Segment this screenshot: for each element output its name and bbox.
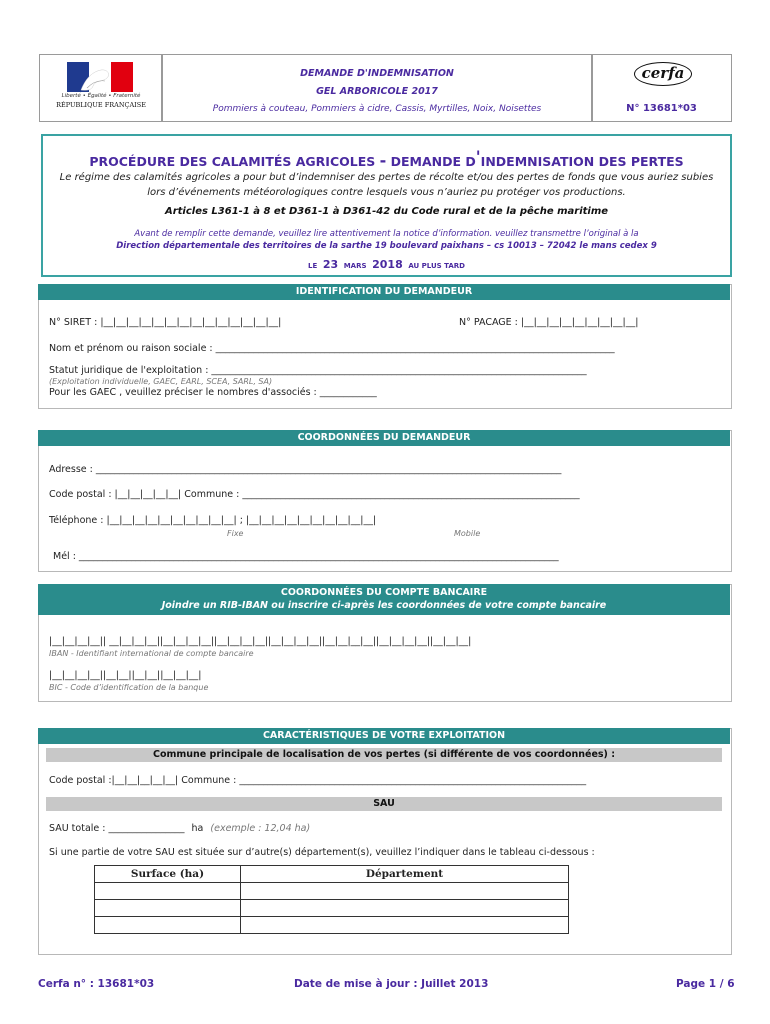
deadline-le: LE [307, 262, 318, 270]
departement-header: Département [241, 866, 569, 883]
commune-pertes-bar: Commune principale de localisation de vos pertes (si différente de vos coordonnées) : [46, 748, 722, 762]
deadline-suffix: AU PLUS TARD [408, 262, 465, 270]
logo-republic: RÉPUBLIQUE FRANÇAISE [56, 101, 146, 109]
iban-label: IBAN - Identifiant international de compte bancaire [49, 649, 254, 658]
telephone-mobile-label: Mobile [454, 529, 481, 538]
cerfa-number: N° 13681*03 [626, 103, 697, 114]
identification-title: IDENTIFICATION DU DEMANDEUR [38, 284, 730, 300]
sau-totale-input[interactable]: SAU totale : ________________ [49, 823, 185, 834]
adresse-field[interactable]: Adresse : __________________________________________________________________________________________________ [49, 464, 562, 475]
mel-field[interactable]: Mél : _____________________________________________________________________________________________________ [53, 551, 559, 562]
banque-title-bar [38, 584, 730, 615]
code-postal-field[interactable]: Code postal : |__|__|__|__|__| Commune : _______________________________________________________________________ [49, 489, 580, 500]
gaec-field[interactable]: Pour les GAEC , veuillez préciser le nombres d'associés : ____________ [49, 387, 377, 398]
procedure-notice-1: Avant de remplir cette demande, veuillez lire attentivement la notice d’information. veuillez transmettre l’original à la [134, 229, 639, 239]
sau-totale-field[interactable] [49, 823, 310, 834]
footer-date: Date de mise à jour : Juillet 2013 [294, 978, 489, 990]
procedure-title-dash: - [379, 151, 387, 170]
exploitation-code-postal-field[interactable]: Code postal :|__|__|__|__|__| Commune : _________________________________________________________________________ [49, 775, 587, 786]
sau-note: Si une partie de votre SAU est située sur d’autre(s) département(s), veuillez l’indiquer dans le tableau ci-dessous : [49, 847, 595, 858]
bic-field[interactable]: |__|__|__|__||__|__||__|__||__|__|__| [49, 670, 202, 681]
logo-motto: Liberté • Égalité • Fraternité [61, 93, 141, 99]
procedure-articles: Articles L361-1 à 8 et D361-1 à D361-42 du Code rural et de la pêche maritime [164, 206, 609, 217]
banque-subtitle: Joindre un RIB-IBAN ou inscrire ci-après les coordonnées de votre compte bancaire [161, 600, 607, 611]
header-title-box [161, 54, 593, 122]
exploitation-title: CARACTÉRISTIQUES DE VOTRE EXPLOITATION [38, 728, 730, 744]
telephone-fixe-label: Fixe [227, 529, 244, 538]
footer-cerfa: Cerfa n° : 13681*03 [38, 978, 155, 990]
form-title: DEMANDE D'INDEMNISATION [300, 68, 454, 79]
procedure-title-part2: DEMANDE D [390, 154, 476, 169]
deadline-year: 2018 [372, 258, 403, 271]
procedure-deadline [43, 253, 730, 272]
table-row [95, 917, 569, 934]
departement-cell[interactable] [241, 917, 569, 934]
procedure-intro-1: Le régime des calamités agricoles a pour but d’indemniser des pertes de récolte et/ou des pertes de fonds que vous auriez subies [59, 172, 714, 183]
deadline-month: MARS [343, 262, 367, 270]
statut-hint: (Exploitation individuelle, GAEC, EARL, SCEA, SARL, SA) [49, 377, 273, 386]
procedure-title-apostrophe: ' [475, 147, 481, 166]
surface-cell[interactable] [95, 917, 241, 934]
footer-page: Page 1 / 6 [676, 978, 735, 990]
procedure-title [43, 147, 730, 170]
statut-field[interactable]: Statut juridique de l'exploitation : _______________________________________________________________________________ [49, 365, 587, 376]
cerfa-logo [634, 62, 692, 86]
procedure-title-part1: PROCÉDURE DES CALAMITÉS AGRICOLES [89, 154, 376, 169]
surface-header: Surface (ha) [95, 866, 241, 883]
deadline-date: 23 [322, 258, 339, 271]
coordonnees-title: COORDONNÉES DU DEMANDEUR [38, 430, 730, 446]
siret-field[interactable]: N° SIRET : |__|__|__|__|__|__|__|__|__|__|__|__|__|__| [49, 317, 282, 328]
departement-cell[interactable] [241, 883, 569, 900]
surface-cell[interactable] [95, 900, 241, 917]
table-row [95, 900, 569, 917]
sau-bar: SAU [46, 797, 722, 811]
marianne-logo [67, 62, 133, 92]
procedure-notice-2: Direction départementale des territoires de la sarthe 19 boulevard paixhans – cs 10013 – 72042 le mans cedex 9 [116, 241, 657, 251]
form-products: Pommiers à couteau, Pommiers à cidre, Cassis, Myrtilles, Noix, Noisettes [212, 104, 542, 114]
iban-field[interactable]: |__|__|__|__|| __|__|__|__||__|__|__|__||__|__|__|__||__|__|__|__||__|__|__|__||__|__|__|__||__|__|__| [49, 636, 472, 647]
table-row [95, 883, 569, 900]
sau-example: (exemple : 12,04 ha) [210, 823, 311, 834]
nom-field[interactable]: Nom et prénom ou raison sociale : ____________________________________________________________________________________ [49, 343, 615, 354]
departement-table [94, 865, 569, 934]
banque-title: COORDONNÉES DU COMPTE BANCAIRE [280, 587, 488, 598]
procedure-box [41, 134, 732, 277]
procedure-title-part3: INDEMNISATION DES PERTES [480, 154, 684, 169]
table-header-row [95, 866, 569, 883]
departement-cell[interactable] [241, 900, 569, 917]
header-cerfa-box [591, 54, 732, 122]
form-subtitle: GEL ARBORICOLE 2017 [316, 86, 438, 97]
bic-label: BIC - Code d’identification de la banque [49, 683, 209, 692]
pacage-field[interactable]: N° PACAGE : |__|__|__|__|__|__|__|__|__| [459, 317, 639, 328]
telephone-field[interactable]: Téléphone : |__|__|__|__|__|__|__|__|__|__| ; |__|__|__|__|__|__|__|__|__|__| [49, 515, 377, 526]
procedure-intro-2: lors d’événements météorologiques contre lesquels vous n’auriez pu protéger vos productions. [147, 187, 626, 198]
cerfa-logo-text: cerfa [641, 64, 685, 82]
sau-unit: ha [191, 823, 204, 834]
surface-cell[interactable] [95, 883, 241, 900]
header-logo-box [39, 54, 163, 122]
